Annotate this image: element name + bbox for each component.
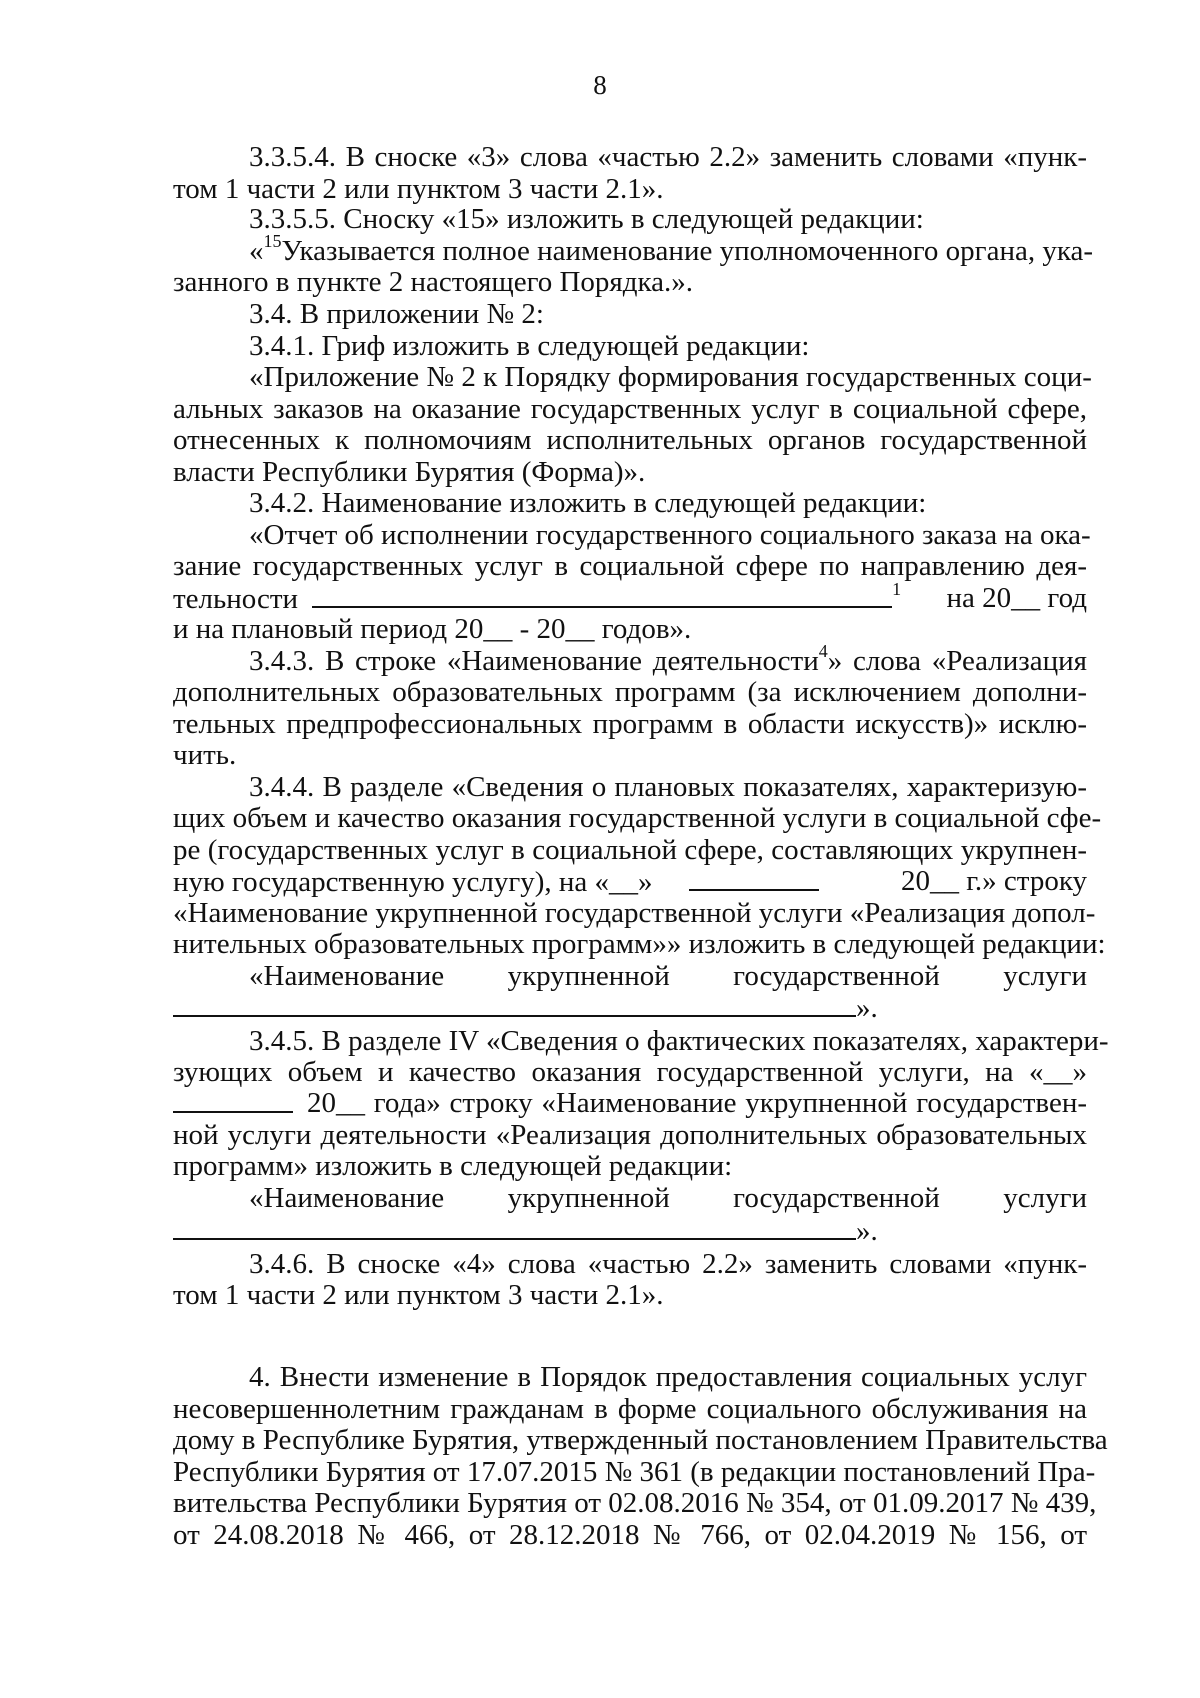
text-line: «$^{15}$Указывается полное наименование уполномоченного органа, ука- (249, 231, 1094, 267)
text-line: 4. Внести изменение в Порядок предоставления социальных услуг (249, 1361, 1087, 1393)
text-line: Республики Бурятия от 17.07.2015 № 361 (в редакции постановлений Пра- (173, 1456, 1096, 1488)
text-line: 20__ года» строку «Наименование укрупненной государствен- (173, 1083, 1087, 1123)
text-line: 3.3.5.4. В сноске «3» слова «частью 2.2» заменить словами «пунк- (249, 141, 1087, 173)
text-line: зание государственных услуг в социальной сфере по направлению дея- (173, 550, 1087, 582)
text-line: дополнительных образовательных программ (за исключением дополни- (173, 676, 1087, 708)
text-line: 3.4.1. Гриф изложить в следующей редакции: (249, 330, 810, 362)
blank-line (312, 578, 892, 608)
text-line: том 1 части 2 или пунктом 3 части 2.1». (173, 1279, 664, 1311)
text-line: власти Республики Бурятия (Форма)». (173, 456, 646, 488)
text-line: том 1 части 2 или пунктом 3 части 2.1». (173, 173, 664, 205)
text-line: отнесенных к полномочиям исполнительных органов государственной (173, 424, 1087, 456)
text-line: ную государственную услугу), на «__» 20__ г.» строку (173, 861, 1087, 901)
text-line: ». (173, 1210, 1087, 1250)
text-line: несовершеннолетним гражданам в форме социального обслуживания на (173, 1393, 1087, 1425)
text-line: вительства Республики Бурятия от 02.08.2016 № 354, от 01.09.2017 № 439, (173, 1487, 1097, 1519)
blank-line (689, 861, 819, 891)
text-line: и на плановый период 20__ - 20__ годов». (173, 613, 692, 645)
text-line: «Приложение № 2 к Порядку формирования государственных соци- (249, 361, 1092, 393)
text-line: зующих объем и качество оказания государственной услуги, на «__» (173, 1056, 1087, 1088)
blank-line (173, 1083, 293, 1113)
text-line: программ» изложить в следующей редакции: (173, 1150, 733, 1182)
page-number: 8 (593, 70, 607, 100)
blank-line (173, 987, 856, 1017)
text-line: нительных образовательных программ»» изложить в следующей редакции: (173, 928, 1106, 960)
text-line: ». (173, 987, 1087, 1027)
text-line: 3.4.4. В разделе «Сведения о плановых показателях, характеризую- (249, 771, 1087, 803)
text-line: «Наименование укрупненной государственной услуги (249, 1182, 1087, 1214)
text-line: 3.4.3. В строке «Наименование деятельности$^4$» слова «Реализация (249, 641, 1087, 677)
text-line: ре (государственных услуг в социальной сфере, составляющих укрупнен- (173, 834, 1087, 866)
footnote-marker: 15 (263, 231, 282, 252)
footnote-marker: 1 (892, 579, 902, 600)
text-line: занного в пункте 2 настоящего Порядка.». (173, 266, 694, 298)
text-line: 3.4.5. В разделе IV «Сведения о фактических показателях, характери- (249, 1025, 1109, 1057)
text-line: тельных предпрофессиональных программ в области искусств)» исклю- (173, 708, 1087, 740)
text-line: 3.4.6. В сноске «4» слова «частью 2.2» заменить словами «пунк- (249, 1248, 1087, 1280)
text-line: «Наименование укрупненной государственной услуги (249, 960, 1087, 992)
blank-line (173, 1210, 856, 1240)
text-line: дому в Республике Бурятия, утвержденный постановлением Правительства (173, 1424, 1108, 1456)
text-line: 3.4.2. Наименование изложить в следующей редакции: (249, 487, 927, 519)
text-line: тельности $^1$ на 20__ год (173, 579, 1087, 615)
text-line: от 24.08.2018 № 466, от 28.12.2018 № 766, от 02.04.2019 № 156, от (173, 1519, 1087, 1551)
text-line: ной услуги деятельности «Реализация дополнительных образовательных (173, 1119, 1087, 1151)
text-line: щих объем и качество оказания государственной услуги в социальной сфе- (173, 802, 1102, 834)
text-line: «Отчет об исполнении государственного социального заказа на ока- (249, 519, 1091, 551)
text-line: 3.4. В приложении № 2: (249, 298, 544, 330)
text-line: 3.3.5.5. Сноску «15» изложить в следующей редакции: (249, 203, 924, 235)
text-line: «Наименование укрупненной государственной услуги «Реализация допол- (173, 897, 1096, 929)
footnote-marker: 4 (818, 641, 828, 662)
text-line: альных заказов на оказание государственных услуг в социальной сфере, (173, 393, 1087, 425)
text-line: чить. (173, 739, 237, 771)
